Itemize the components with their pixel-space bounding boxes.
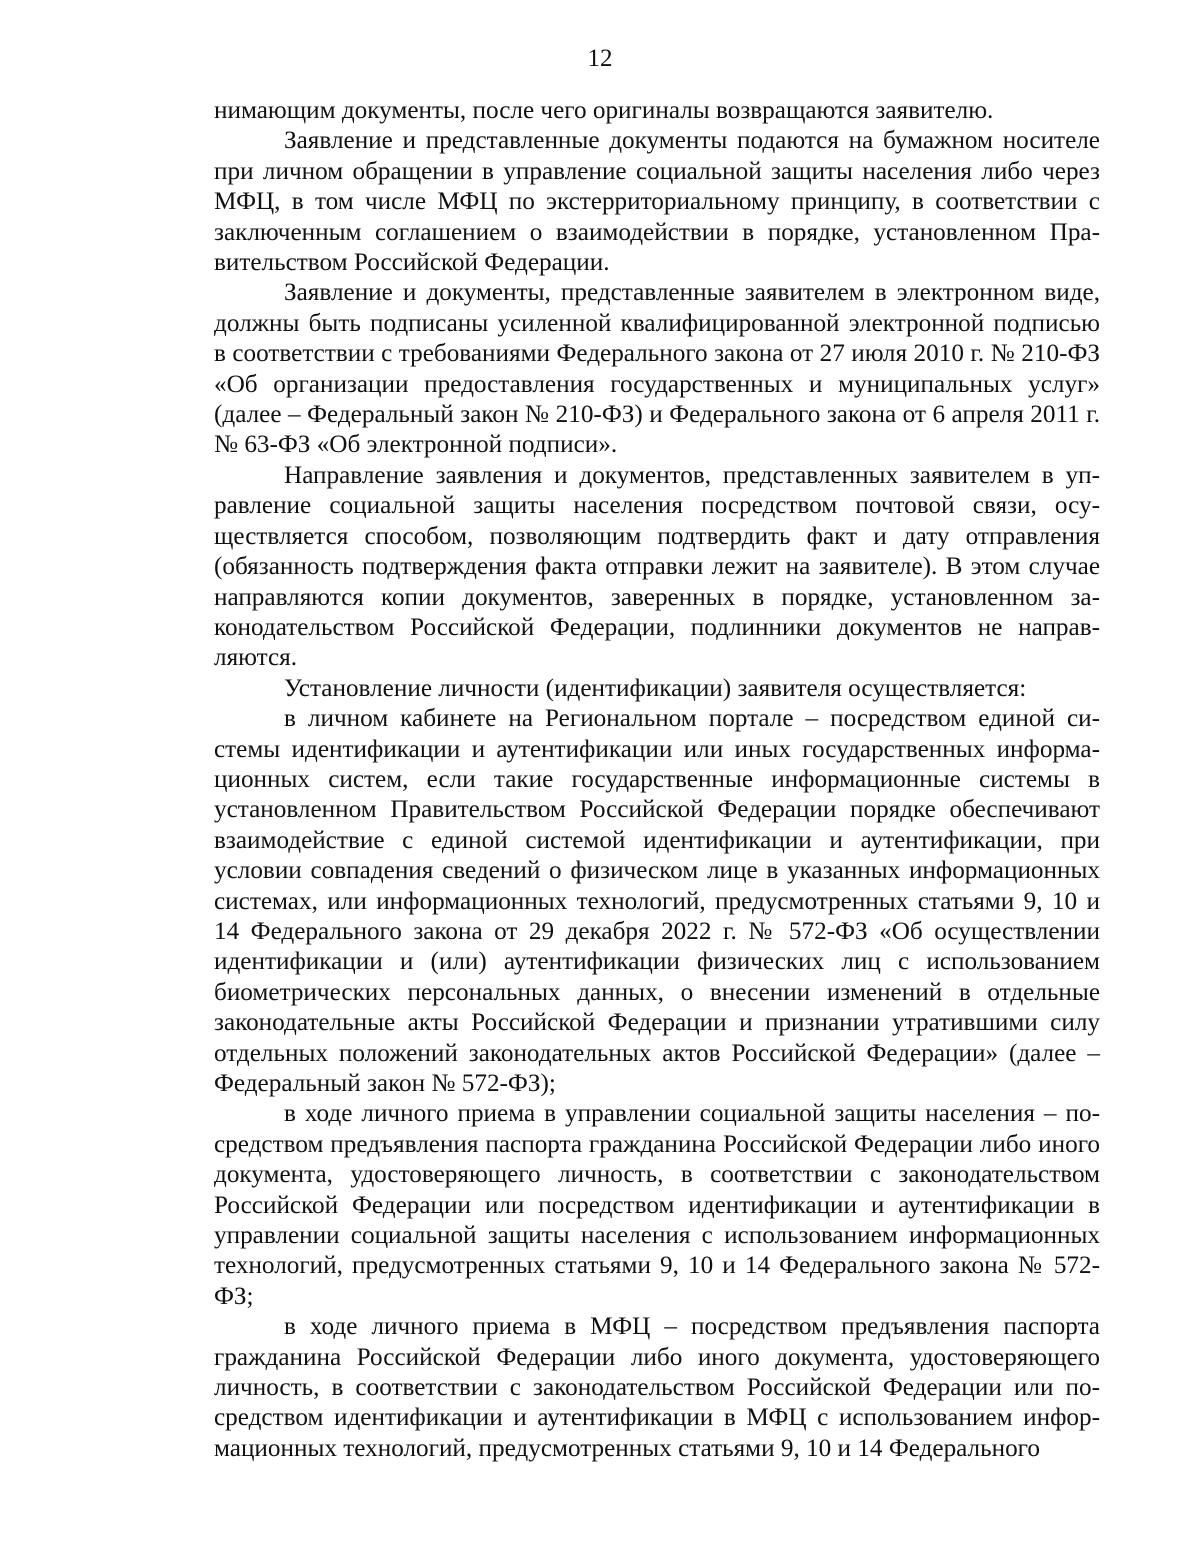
paragraph-continuation: нимающим документы, после чего оригиналы возвращаются заявителю.: [214, 97, 994, 124]
paragraph-submission-paper: Заявление и представленные документы подаются на бумажном носителе при личном обращении в управление социальной защиты населения либо через МФЦ, в том числе МФЦ по экстерриториальному принципу, в соответствии с заключенным соглашением о взаимодействии в порядке, установленном Правительством Российской Федерации.: [214, 127, 1100, 277]
paragraph-electronic-signature: Заявление и документы, представленные заявителем в электронном виде, должны быть подписаны усиленной квалифицированной электронной подписью в соответствии с требованиями Федерального закона от 27 июля 2010 г. № 210-ФЗ «Об организации предоставления государственных и муниципальных услуг» (далее – Федеральный закон № 210-ФЗ) и Федерального закона от 6 апреля 2011 г. № 63-ФЗ «Об электронной подписи».: [214, 279, 1100, 459]
document-body: [214, 96, 1100, 1464]
paragraph-identification-intro: Установление личности (идентификации) заявителя осуществляется:: [284, 674, 1027, 702]
paragraph-identification-mfc: в ходе личного приема в МФЦ – посредством предъявления паспорта гражданина Российской Федерации либо иного документа, удостоверяющего личность, в соответствии с законодательством Российской Федерации или посредством идентификации и аутентификации в МФЦ с использованием информационных технологий, предусмотренных статьями 9, 10 и 14 Федерального: [214, 1313, 1100, 1462]
page-number: 12: [587, 45, 613, 72]
paragraph-identification-office: в ходе личного приема в управлении социальной защиты населения – посредством предъявления паспорта гражданина Российской Федерации либо иного документа, удостоверяющего личность, в соответствии с законодательством Российской Федерации или посредством идентификации и аутентификации в управлении социальной защиты населения с использованием информационных технологий, предусмотренных статьями 9, 10 и 14 Федерального закона № 572-ФЗ;: [214, 1100, 1100, 1310]
paragraph-postal-submission: Направление заявления и документов, представленных заявителем в управление социальной защиты населения посредством почтовой связи, осуществляется способом, позволяющим подтвердить факт и дату отправления (обязанность подтверждения факта отправки лежит на заявителе). В этом случае направляются копии документов, заверенных в порядке, установленном законодательством Российской Федерации, подлинники документов не направляются.: [214, 461, 1100, 672]
paragraph-identification-portal: в личном кабинете на Региональном портале – посредством единой системы идентификации и аутентификации или иных государственных информационных систем, если такие государственные информационные системы в установленном Правительством Российской Федерации порядке обеспечивают взаимодействие с единой системой идентификации и аутентификации, при условии совпадения сведений о физическом лице в указанных информационных системах, или информационных технологий, предусмотренных статьями 9, 10 и 14 Федерального закона от 29 декабря 2022 г. № 572-ФЗ «Об осуществлении идентификации и (или) аутентификации физических лиц с использованием биометрических персональных данных, о внесении изменений в отдельные законодательные акты Российской Федерации и признании утратившими силу отдельных положений законодательных актов Российской Федерации» (далее – Федеральный закон № 572-ФЗ);: [214, 705, 1100, 1097]
